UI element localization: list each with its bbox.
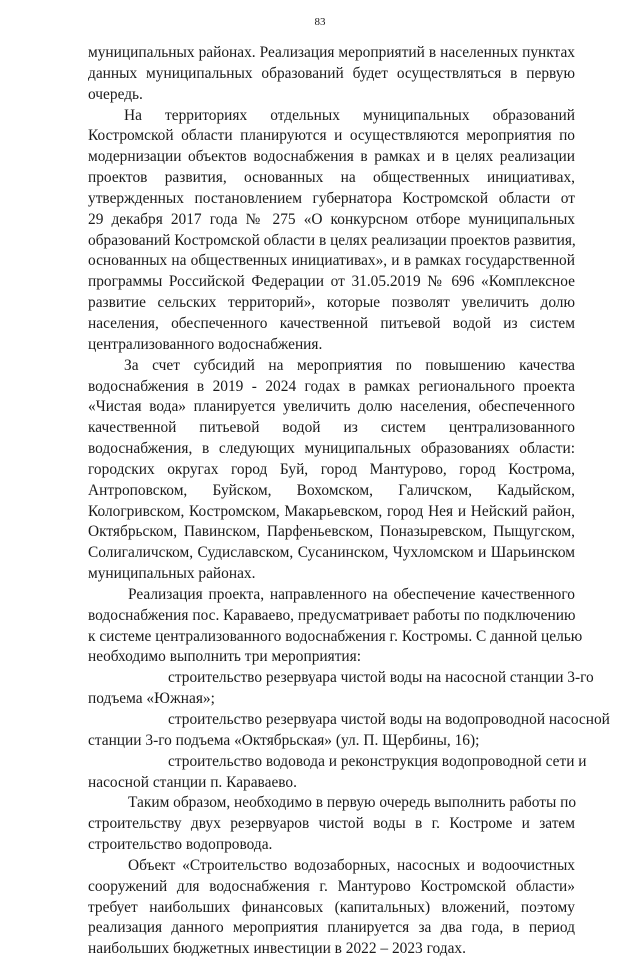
text-line: модернизации объектов водоснабжения в рамках и в целях реализации — [88, 148, 575, 166]
text-line: Таким образом, необходимо в первую очередь выполнить работы по — [128, 794, 577, 812]
text-line: строительство резервуара чистой воды на водопроводной насосной — [168, 711, 610, 728]
text-line: строительство водопровода. — [88, 836, 273, 854]
text-line: необходимо выполнить три мероприятия: — [88, 648, 362, 666]
text-line: Кологривском, Костромском, Макарьевском, город Нея и Нейский район, — [88, 502, 575, 520]
list-item — [88, 668, 594, 710]
document-body — [88, 43, 610, 960]
text-line: Реализация проекта, направленного на обеспечение качественного — [128, 585, 575, 603]
text-line: подъема «Южная»; — [88, 690, 215, 708]
text-line: реализация данного мероприятия планируется за два года, в период — [88, 919, 575, 937]
page-number: 83 — [314, 16, 326, 28]
text-line: образований Костромской области в целях реализации проектов развития, — [88, 231, 576, 249]
paragraph — [88, 356, 575, 585]
text-line: централизованного водоснабжения. — [88, 335, 323, 353]
text-line: Костромской области планируются и осуществляются мероприятия по — [88, 127, 575, 145]
text-line: станции 3-го подъема «Октябрьская» (ул. П. Щербины, 16); — [88, 731, 480, 749]
text-line: За счет субсидий на мероприятия по повышению качества — [124, 356, 575, 374]
text-line: водоснабжения в 2019 - 2024 годах в рамках регионального проекта — [88, 377, 575, 395]
text-line: программы Российской Федерации от 31.05.2019 № 696 «Комплексное — [88, 273, 575, 291]
text-line: насосной станции п. Караваево. — [88, 773, 297, 791]
text-line: утвержденных постановлением губернатора Костромской области от — [88, 189, 575, 207]
text-line: данных муниципальных образований будет осуществляться в первую — [88, 64, 575, 82]
text-line: Октябрьском, Павинском, Парфеньевском, Поназыревском, Пыщугском, — [88, 523, 575, 541]
text-line: сооружений для водоснабжения г. Мантурово Костромской области» — [88, 877, 575, 895]
list-item — [88, 710, 610, 752]
text-line: строительство резервуара чистой воды на насосной станции 3-го — [168, 669, 594, 687]
text-line: наибольших бюджетных инвестиции в 2022 – 2023 годах. — [88, 940, 466, 958]
paragraph — [88, 43, 575, 106]
text-line: требует наибольших финансовых (капитальных) вложений, поэтому — [88, 898, 575, 916]
text-line: Антроповском, Буйском, Вохомском, Галичском, Кадыйском, — [88, 481, 575, 499]
text-line: водоснабжения пос. Караваево, предусматривает работы по подключению — [88, 606, 576, 624]
text-line: населения, обеспеченного качественной питьевой водой из систем — [88, 314, 575, 332]
text-line: очередь. — [88, 85, 143, 103]
paragraph — [88, 793, 575, 856]
text-line: На территориях отдельных муниципальных образований — [124, 106, 575, 124]
text-line: муниципальных районах. Реализация мероприятий в населенных пунктах — [88, 44, 575, 61]
text-line: к системе централизованного водоснабжения г. Костромы. С данной целью — [88, 627, 583, 645]
paragraph — [88, 585, 583, 668]
text-line: муниципальных районах. — [88, 565, 256, 583]
text-line: строительству двух резервуаров чистой воды в г. Костроме и затем — [88, 815, 575, 833]
text-line: водоснабжения, в следующих муниципальных образованиях области: — [88, 440, 575, 458]
list-item — [88, 752, 587, 794]
text-line: проектов развития, основанных на общественных инициативах, — [88, 169, 575, 187]
text-line: развитие сельских территорий», которые позволят увеличить долю — [88, 294, 575, 312]
text-line: строительство водовода и реконструкция водопроводной сети и — [168, 752, 587, 770]
text-line: Солигаличском, Судиславском, Сусанинском, Чухломском и Шарьинском — [88, 544, 575, 562]
text-line: основанных на общественных инициативах», и в рамках государственной — [88, 252, 575, 270]
text-line: 29 декабря 2017 года № 275 «О конкурсном отборе муниципальных — [88, 210, 575, 228]
text-line: качественной питьевой водой из систем централизованного — [88, 419, 575, 437]
text-line: городских округах город Буй, город Мантурово, город Кострома, — [88, 460, 575, 478]
text-line: Объект «Строительство водозаборных, насосных и водоочистных — [128, 856, 575, 874]
text-line: «Чистая вода» планируется увеличить долю населения, обеспеченного — [88, 398, 575, 416]
paragraph — [88, 856, 575, 960]
paragraph — [88, 106, 575, 356]
